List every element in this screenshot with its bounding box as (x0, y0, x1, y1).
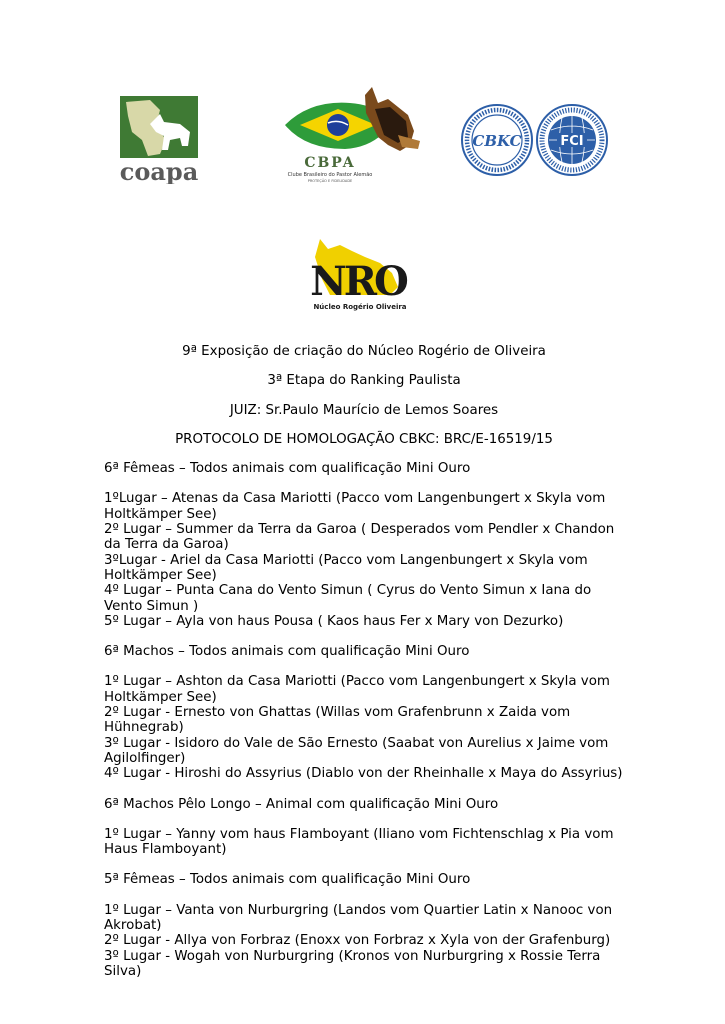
placement-entry: 1º Lugar – Yanny vom haus Flamboyant (Iliano vom Fichtenschlag x Pia vom Haus Flamboyant) (104, 826, 614, 858)
logo-header (0, 0, 725, 340)
coapa-logo-text: coapa (120, 157, 198, 184)
placement-entry: 1º Lugar – Ashton da Casa Mariotti (Pacco vom Langenbungert x Skyla vom Holtkämper See) (104, 674, 610, 705)
section-title: 6ª Machos Pêlo Longo – Animal com qualificação Mini Ouro (104, 796, 499, 812)
nro-logo-text: NRO (310, 258, 406, 305)
protocol-line: PROTOCOLO DE HOMOLOGAÇÃO CBKC: BRC/E-16519/15 (175, 431, 553, 447)
section-title: 6ª Machos – Todos animais com qualificação Mini Ouro (104, 644, 470, 660)
placement-entry: 2º Lugar - Allya von Forbraz (Enoxx von Forbraz x Xyla von der Grafenburg) (104, 933, 611, 949)
cbpa-logo-text: CBPA (304, 155, 356, 171)
placement-entry: 5º Lugar – Ayla von haus Pousa ( Kaos haus Fer x Mary von Dezurko) (104, 613, 564, 629)
placement-entry: 2º Lugar - Ernesto von Ghattas (Willas vom Grafenbrunn x Zaida vom Hühnegrab) (104, 705, 571, 736)
placement-entry: 3º Lugar - Wogah von Nurburgring (Kronos von Nurburgring x Rossie Terra Silva) (104, 948, 601, 979)
section-title: 6ª Fêmeas – Todos animais com qualificação Mini Ouro (104, 461, 471, 477)
placement-entry: 3º Lugar - Isidoro do Vale de São Ernesto (Saabat von Aurelius x Jaime vom Agilolfinger) (104, 735, 609, 766)
section-title: 5ª Fêmeas – Todos animais com qualificação Mini Ouro (104, 872, 471, 888)
ranking-stage: 3ª Etapa do Ranking Paulista (267, 373, 461, 389)
cbpa-logo-subtext: Clube Brasileiro do Pastor Alemão (287, 172, 373, 178)
nro-logo-subtext: Núcleo Rogério Oliveira (313, 303, 407, 311)
placement-entry: 4º Lugar - Hiroshi do Assyrius (Diablo von der Rheinhalle x Maya do Assyrius) (104, 766, 623, 782)
cbkc-seal (460, 100, 535, 180)
cbpa-logo-tagline: PROTEÇÃO E FIDELIDADE (307, 179, 353, 183)
cbkc-seal-text: CBKC (472, 132, 522, 150)
placement-entry: 1º Lugar – Vanta von Nurburgring (Landos vom Quartier Latin x Nanooc von Akrobat) (104, 902, 613, 934)
placement-entry: 3ºLugar - Ariel da Casa Mariotti (Pacco vom Langenbungert x Skyla vom Holtkämper See) (104, 552, 588, 583)
placement-entry: 2º Lugar – Summer da Terra da Garoa ( Desperados vom Pendler x Chandon da Terra da Garoa) (104, 522, 615, 553)
coapa-logo (120, 96, 198, 184)
nro-logo (310, 235, 410, 315)
fci-seal-text: FCI (560, 134, 584, 149)
judge-line: JUIZ: Sr.Paulo Maurício de Lemos Soares (229, 402, 499, 418)
document-body (104, 344, 624, 979)
fci-seal (535, 100, 610, 180)
cbpa-logo (280, 85, 425, 185)
placement-entry: 1ºLugar – Atenas da Casa Mariotti (Pacco vom Langenbungert x Skyla vom Holtkämper See) (104, 491, 606, 522)
placement-entry: 4º Lugar – Punta Cana do Vento Simun ( Cyrus do Vento Simun x Iana do Vento Simun ) (104, 583, 592, 614)
event-title: 9ª Exposição de criação do Núcleo Rogério de Oliveira (182, 344, 546, 359)
